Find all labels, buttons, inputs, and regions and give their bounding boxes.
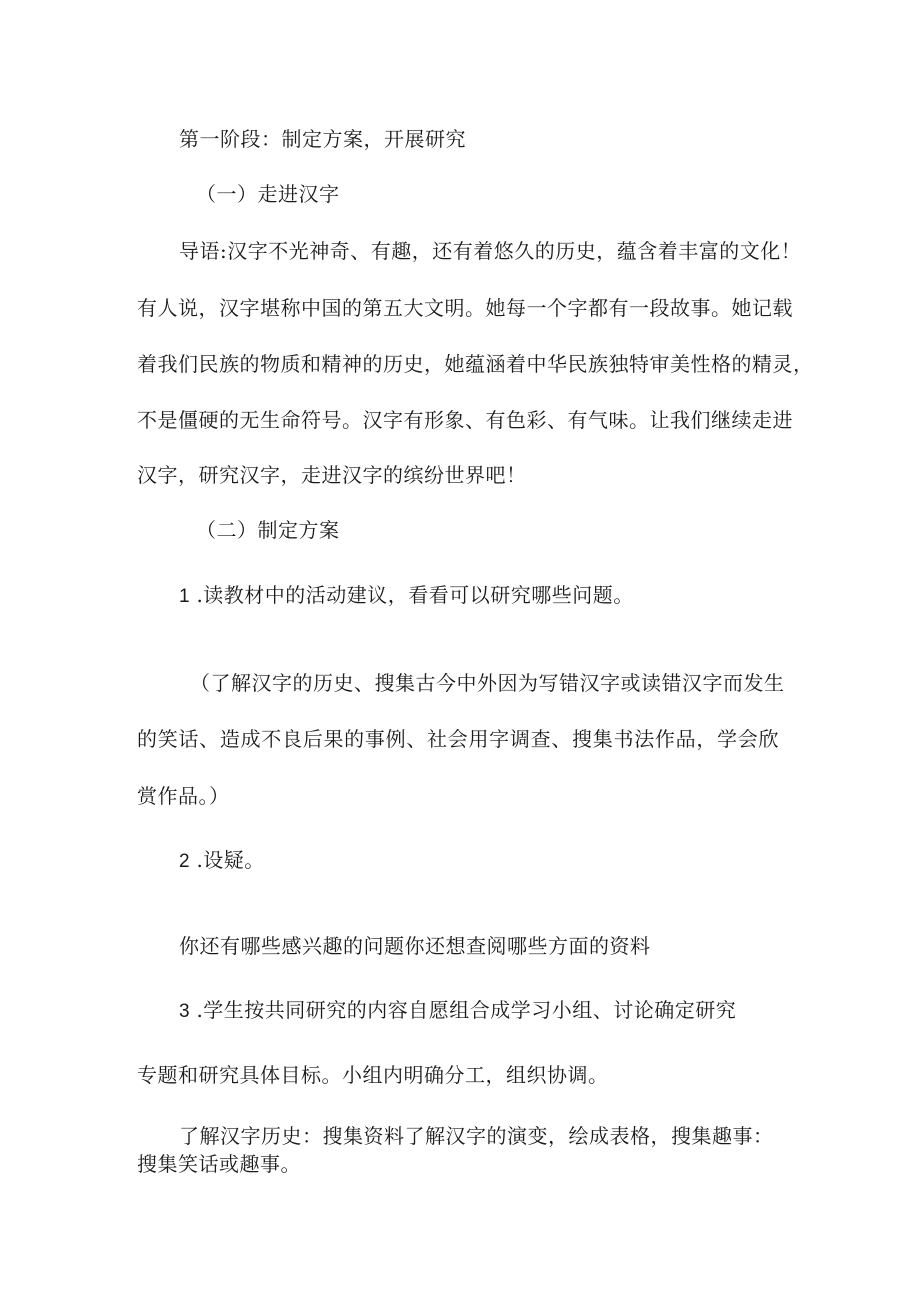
- tasks-line-1: 了解汉字历史：搜集资料了解汉字的演变，绘成表格，搜集趣事：: [179, 1124, 774, 1148]
- list-item-2-number: 2: [179, 851, 190, 872]
- stage-heading: 第一阶段：制定方案，开展研究: [179, 127, 466, 151]
- item1-note-line-1: （了解汉字的历史、搜集古今中外因为写错汉字或读错汉字而发生: [190, 671, 785, 695]
- section-title-approach-hanzi: （一）走进汉字: [196, 182, 340, 206]
- list-item-1-text: .读教材中的活动建议，看看可以研究哪些问题。: [196, 583, 634, 607]
- intro-paragraph-line-4: 不是僵硬的无生命符号。汉字有形象、有色彩、有气味。让我们继续走进: [137, 408, 793, 432]
- list-item-1-number: 1: [179, 586, 190, 607]
- item1-note-line-2: 的笑话、造成不良后果的事例、社会用字调查、搜集书法作品，学会欣: [137, 727, 779, 751]
- item1-note-line-3: 赏作品。）: [137, 784, 230, 808]
- list-item-3-line-2: 专题和研究具体目标。小组内明确分工，组织协调。: [137, 1063, 609, 1087]
- list-item-3: [179, 998, 736, 1024]
- section-title-make-plan: （二）制定方案: [196, 518, 340, 542]
- intro-paragraph-line-3: 着我们民族的物质和精神的历史，她蕴涵着中华民族独特审美性格的精灵，: [137, 352, 814, 376]
- list-item-2-text: .设疑。: [196, 848, 265, 872]
- item2-question: 你还有哪些感兴趣的问题你还想查阅哪些方面的资料: [179, 934, 651, 958]
- list-item-3-number: 3: [179, 1001, 190, 1022]
- intro-paragraph-line-1: 导语:汉字不光神奇、有趣，还有着悠久的历史，蕴含着丰富的文化！: [179, 239, 802, 263]
- list-item-1: [179, 583, 634, 609]
- intro-paragraph-line-5: 汉字，研究汉字，走进汉字的缤纷世界吧！: [137, 463, 527, 487]
- list-item-3-text: .学生按共同研究的内容自愿组合成学习小组、讨论确定研究: [196, 998, 737, 1022]
- list-item-2: [179, 848, 265, 874]
- intro-paragraph-line-2: 有人说，汉字堪称中国的第五大文明。她每一个字都有一段故事。她记载: [137, 296, 793, 320]
- tasks-line-2: 搜集笑话或趣事。: [137, 1152, 301, 1176]
